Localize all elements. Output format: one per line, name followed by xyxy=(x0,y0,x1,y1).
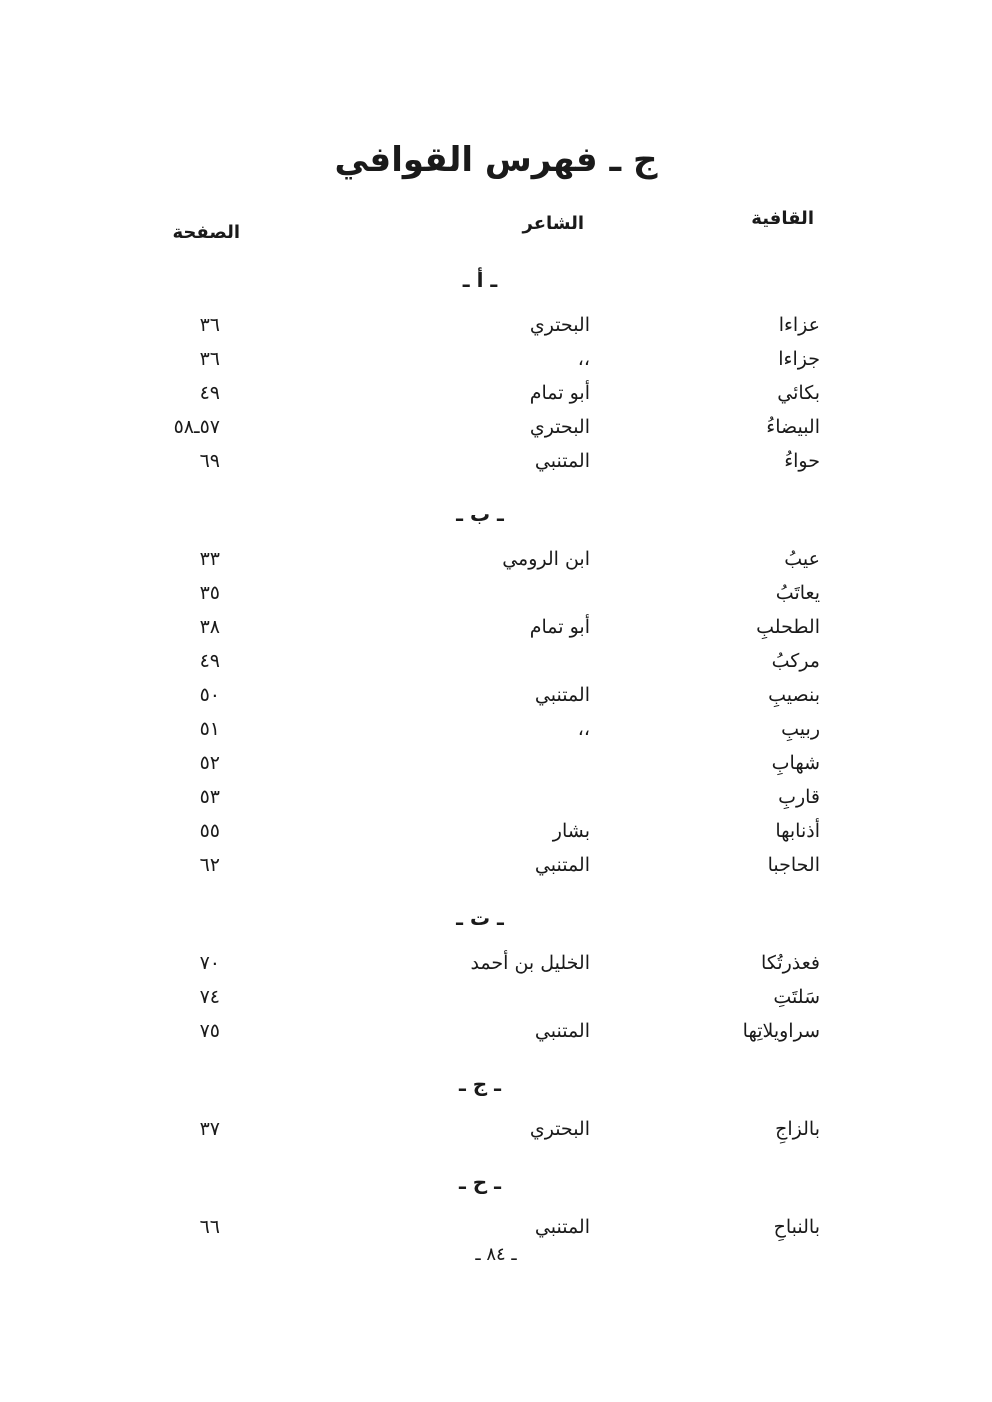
index-section xyxy=(130,1066,830,1146)
index-row xyxy=(130,308,830,342)
index-row xyxy=(130,946,830,980)
rhyme-cell: عيبُ xyxy=(784,548,820,570)
rhyme-cell: مركبُ xyxy=(771,650,820,672)
poet-cell: البحتري xyxy=(529,416,590,438)
index-row xyxy=(130,980,830,1014)
page-title: ج ـ فهرس القوافي xyxy=(334,140,658,180)
index-row xyxy=(130,780,830,814)
section-letter-heading: ـ ت ـ xyxy=(456,906,504,930)
poet-cell: المتنبي xyxy=(534,1216,590,1238)
index-row xyxy=(130,410,830,444)
index-row xyxy=(130,644,830,678)
page-number: ـ ٨٤ ـ xyxy=(475,1244,517,1265)
index-row xyxy=(130,444,830,478)
index-row xyxy=(130,848,830,882)
page-cell: ٣٦ xyxy=(199,314,220,336)
index-row xyxy=(130,376,830,410)
column-header-page: الصفحة xyxy=(172,222,240,243)
poet-cell: أبو تمام xyxy=(529,382,590,404)
index-row xyxy=(130,610,830,644)
index-row xyxy=(130,576,830,610)
index-section xyxy=(130,496,830,882)
section-letter-heading: ـ ح ـ xyxy=(458,1170,501,1194)
page-cell: ٣٧ xyxy=(199,1118,220,1140)
poet-cell: ،، xyxy=(577,718,590,740)
rhyme-cell: فعذرتُكا xyxy=(761,952,820,974)
index-row xyxy=(130,342,830,376)
page-cell: ٣٦ xyxy=(199,348,220,370)
poet-cell: ،، xyxy=(577,348,590,370)
page-cell: ٥٧ـ٥٨ xyxy=(173,416,220,438)
rhyme-cell: بكائي xyxy=(777,382,820,404)
index-section xyxy=(130,262,830,478)
index-row xyxy=(130,1112,830,1146)
rhyme-index xyxy=(130,262,830,1244)
column-header-poet: الشاعر xyxy=(522,213,584,234)
section-letter-heading: ـ ج ـ xyxy=(458,1072,501,1096)
rhyme-cell: أذنابها xyxy=(775,820,820,842)
poet-cell: الخليل بن أحمد xyxy=(470,952,590,974)
index-row xyxy=(130,712,830,746)
index-row xyxy=(130,542,830,576)
poet-cell: أبو تمام xyxy=(529,616,590,638)
page-cell: ٦٩ xyxy=(199,450,220,472)
page-cell: ٣٥ xyxy=(199,582,220,604)
rhyme-cell: عزاءا xyxy=(778,314,820,336)
column-header-rhyme: القافية xyxy=(751,208,814,229)
index-row xyxy=(130,678,830,712)
page-cell: ٤٩ xyxy=(199,382,220,404)
poet-cell: المتنبي xyxy=(534,684,590,706)
poet-cell: ابن الرومي xyxy=(502,548,590,570)
poet-cell: بشار xyxy=(552,820,590,842)
index-row xyxy=(130,1014,830,1048)
rhyme-cell: سَلتَتِ xyxy=(773,986,820,1008)
rhyme-cell: بالزاجِ xyxy=(775,1118,820,1140)
rhyme-cell: قاربِ xyxy=(778,786,820,808)
poet-cell: المتنبي xyxy=(534,450,590,472)
rhyme-cell: سراويلاتِها xyxy=(742,1020,820,1042)
index-row xyxy=(130,814,830,848)
poet-cell: البحتري xyxy=(529,1118,590,1140)
rhyme-cell: البيضاءُ xyxy=(766,416,820,438)
page-cell: ٦٢ xyxy=(199,854,220,876)
rhyme-cell: ربيبِ xyxy=(781,718,820,740)
index-row xyxy=(130,1210,830,1244)
index-section xyxy=(130,900,830,1048)
page-cell: ٧٥ xyxy=(199,1020,220,1042)
rhyme-cell: بالنباحِ xyxy=(773,1216,820,1238)
page-cell: ٣٨ xyxy=(199,616,220,638)
page-cell: ٥٢ xyxy=(199,752,220,774)
page-cell: ٧٤ xyxy=(199,986,220,1008)
page-cell: ٥٠ xyxy=(199,684,220,706)
page-cell: ٥٥ xyxy=(199,820,220,842)
rhyme-cell: الطحلبِ xyxy=(756,616,820,638)
page-cell: ٥٣ xyxy=(199,786,220,808)
rhyme-cell: يعاتَبُ xyxy=(775,582,820,604)
rhyme-cell: شهابِ xyxy=(771,752,820,774)
section-letter-heading: ـ ب ـ xyxy=(456,502,504,526)
section-letter-heading: ـ أ ـ xyxy=(462,268,498,292)
rhyme-cell: الحاجبا xyxy=(767,854,820,876)
index-row xyxy=(130,746,830,780)
page-cell: ٤٩ xyxy=(199,650,220,672)
page-cell: ٧٠ xyxy=(199,952,220,974)
poet-cell: المتنبي xyxy=(534,854,590,876)
page-cell: ٣٣ xyxy=(199,548,220,570)
rhyme-cell: حواءُ xyxy=(784,450,820,472)
rhyme-cell: جزاءا xyxy=(778,348,820,370)
rhyme-cell: بنصيبِ xyxy=(768,684,820,706)
poet-cell: المتنبي xyxy=(534,1020,590,1042)
poet-cell: البحتري xyxy=(529,314,590,336)
index-section xyxy=(130,1164,830,1244)
page-cell: ٦٦ xyxy=(199,1216,220,1238)
page-cell: ٥١ xyxy=(199,718,220,740)
